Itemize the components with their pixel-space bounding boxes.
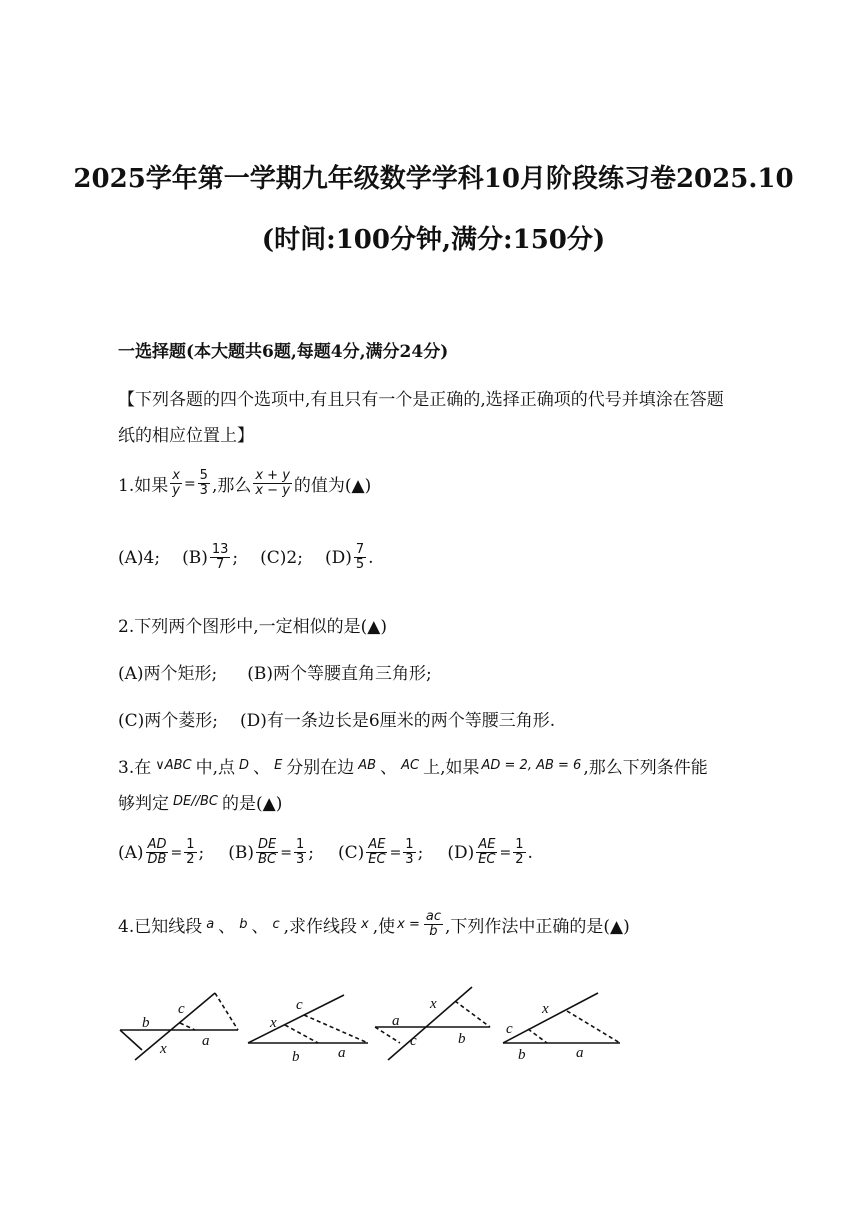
q3-option-a-tail: ;: [198, 842, 205, 863]
question-2-options-row1: [118, 659, 432, 684]
q3-triangle-abc: ∨ABC: [155, 758, 192, 773]
q3-condition: AD = 2, AB = 6: [481, 758, 582, 773]
q3-point-e: E: [274, 758, 283, 773]
instruction-line-2: 纸的相应位置上】: [118, 426, 254, 446]
q4-text-2: ,求作线段: [283, 917, 358, 938]
section-heading: 一选择题(本大题共6题,每题4分,满分24分): [118, 342, 449, 362]
q3-text-3: 分别在边: [286, 758, 355, 778]
q1-option-d-fraction: $\frac{7}{5}$: [355, 542, 365, 573]
fig4-label-c: c: [506, 1021, 513, 1037]
q3-parallel-condition: DE//BC: [173, 794, 218, 809]
q3-text-4: 上,如果: [423, 758, 480, 778]
q3-point-d: D: [239, 758, 250, 773]
q1-option-b-label: (B): [182, 547, 208, 568]
q4-x-equals: x =: [397, 917, 420, 933]
q1-option-b-fraction: $\frac{13}{7}$: [211, 542, 229, 573]
fig1-label-x: x: [160, 1041, 167, 1057]
q3-option-d-lhs: $\frac{AE}{EC}$: [478, 837, 496, 868]
page-subtitle: (时间:100分钟,满分:150分): [261, 225, 606, 255]
q4-sep-1: 、: [218, 917, 236, 938]
q3-option-a-equals: =: [170, 844, 183, 861]
q3-option-d-rhs: $\frac{1}{2}$: [515, 837, 524, 868]
fig3-label-x: x: [430, 996, 437, 1012]
page-title: 2025学年第一学期九年级数学学科10月阶段练习卷2025.10: [73, 164, 794, 194]
q1-fraction-5-over-3: $\frac{5}{3}$: [199, 468, 208, 499]
fig4-label-x: x: [542, 1001, 549, 1017]
q3-option-b-rhs: $\frac{1}{3}$: [295, 837, 305, 868]
q3-side-ab: AB: [358, 758, 377, 773]
q1-prefix: 1.如果: [118, 476, 169, 497]
fig4-label-a: a: [576, 1045, 584, 1061]
figure-1: [120, 993, 238, 1060]
q1-option-a: (A)4;: [118, 547, 161, 568]
q2-option-d: (D)有一条边长是6厘米的两个等腰三角形.: [240, 711, 556, 731]
question-3-stem-line1: [118, 753, 708, 778]
q3-sep-1: 、: [253, 758, 271, 778]
fig3-label-b: b: [458, 1031, 466, 1047]
q1-option-d-label: (D): [324, 547, 352, 568]
question-3-options: [118, 838, 533, 868]
question-1-options: [118, 543, 374, 573]
q3-option-a-lhs: $\frac{AD}{DB}$: [147, 837, 167, 868]
q2-option-c: (C)两个菱形;: [118, 711, 218, 731]
q3-option-b-label: (B): [228, 842, 254, 863]
q1-option-c: (C)2;: [260, 547, 303, 568]
question-4-stem: [118, 910, 630, 940]
q3-option-b-lhs: $\frac{DE}{BC}$: [258, 837, 277, 868]
q3-option-d-equals: =: [499, 844, 512, 861]
q3-option-a-label: (A): [118, 842, 144, 863]
figure-3: [375, 987, 490, 1060]
q1-fraction-sum-over-diff: $\frac{x + y}{x - y}$: [255, 468, 290, 499]
q4-text-3: ,使: [372, 917, 396, 938]
q3-text-6: 够判定: [118, 794, 169, 814]
fig4-label-b: b: [518, 1047, 526, 1063]
q3-sep-2: 、: [380, 758, 398, 778]
q3-text-1: 3.在: [118, 758, 152, 778]
q1-fraction-x-over-y: $\frac{x}{y}$: [172, 468, 180, 499]
fig1-label-c: c: [178, 1001, 185, 1017]
q3-option-c-equals: =: [389, 844, 402, 861]
q3-option-d-label: (D): [447, 842, 475, 863]
question-2-options-row2: [118, 706, 555, 731]
q3-option-c-rhs: $\frac{1}{3}$: [405, 837, 414, 868]
q4-fraction-ac-over-b: $\frac{ac}{b}$: [425, 909, 441, 940]
q3-text-7: 的是(▲): [221, 794, 283, 814]
q4-sep-2: 、: [251, 917, 269, 938]
fig2-label-c: c: [296, 997, 303, 1013]
fig3-label-c: c: [410, 1033, 417, 1049]
q1-suffix: 的值为(▲): [293, 476, 372, 497]
q3-option-c-tail: ;: [417, 842, 424, 863]
q4-segment-x: x: [361, 917, 369, 933]
q3-text-2: 中,点: [195, 758, 236, 778]
instruction-line-1: 【下列各题的四个选项中,有且只有一个是正确的,选择正确项的代号并填涂在答题: [118, 390, 724, 410]
q3-option-c-lhs: $\frac{AE}{EC}$: [368, 837, 386, 868]
figure-4: [503, 993, 620, 1063]
fig1-label-a: a: [202, 1033, 210, 1049]
q3-side-ac: AC: [401, 758, 420, 773]
q1-equals: =: [183, 475, 196, 492]
question-1-stem: [118, 469, 371, 499]
q4-figures: [100, 975, 640, 1075]
q4-segment-c: c: [272, 917, 280, 933]
question-2-stem: 2.下列两个图形中,一定相似的是(▲): [118, 617, 387, 637]
q1-option-b-tail: ;: [232, 547, 239, 568]
q3-option-b-equals: =: [280, 844, 292, 861]
fig2-label-x: x: [270, 1015, 277, 1031]
q1-mid: ,那么: [211, 476, 252, 497]
fig1-label-b: b: [142, 1015, 150, 1031]
q3-option-a-rhs: $\frac{1}{2}$: [186, 837, 195, 868]
q1-option-d-tail: .: [368, 547, 374, 568]
q3-text-5: ,那么下列条件能: [583, 758, 708, 778]
fig2-label-a: a: [338, 1045, 346, 1061]
q4-text-4: ,下列作法中正确的是(▲): [444, 917, 630, 938]
question-3-stem-line2: [118, 789, 282, 814]
q4-segment-b: b: [239, 917, 248, 933]
figure-2: [248, 995, 368, 1065]
q3-option-d-tail: .: [527, 842, 533, 863]
q2-option-b: (B)两个等腰直角三角形;: [247, 664, 432, 684]
fig2-label-b: b: [292, 1049, 300, 1065]
q4-segment-a: a: [206, 917, 215, 933]
q3-option-b-tail: ;: [308, 842, 314, 863]
q2-option-a: (A)两个矩形;: [118, 664, 218, 684]
fig3-label-a: a: [392, 1013, 400, 1029]
q3-option-c-label: (C): [337, 842, 365, 863]
q4-text-1: 4.已知线段: [118, 917, 203, 938]
